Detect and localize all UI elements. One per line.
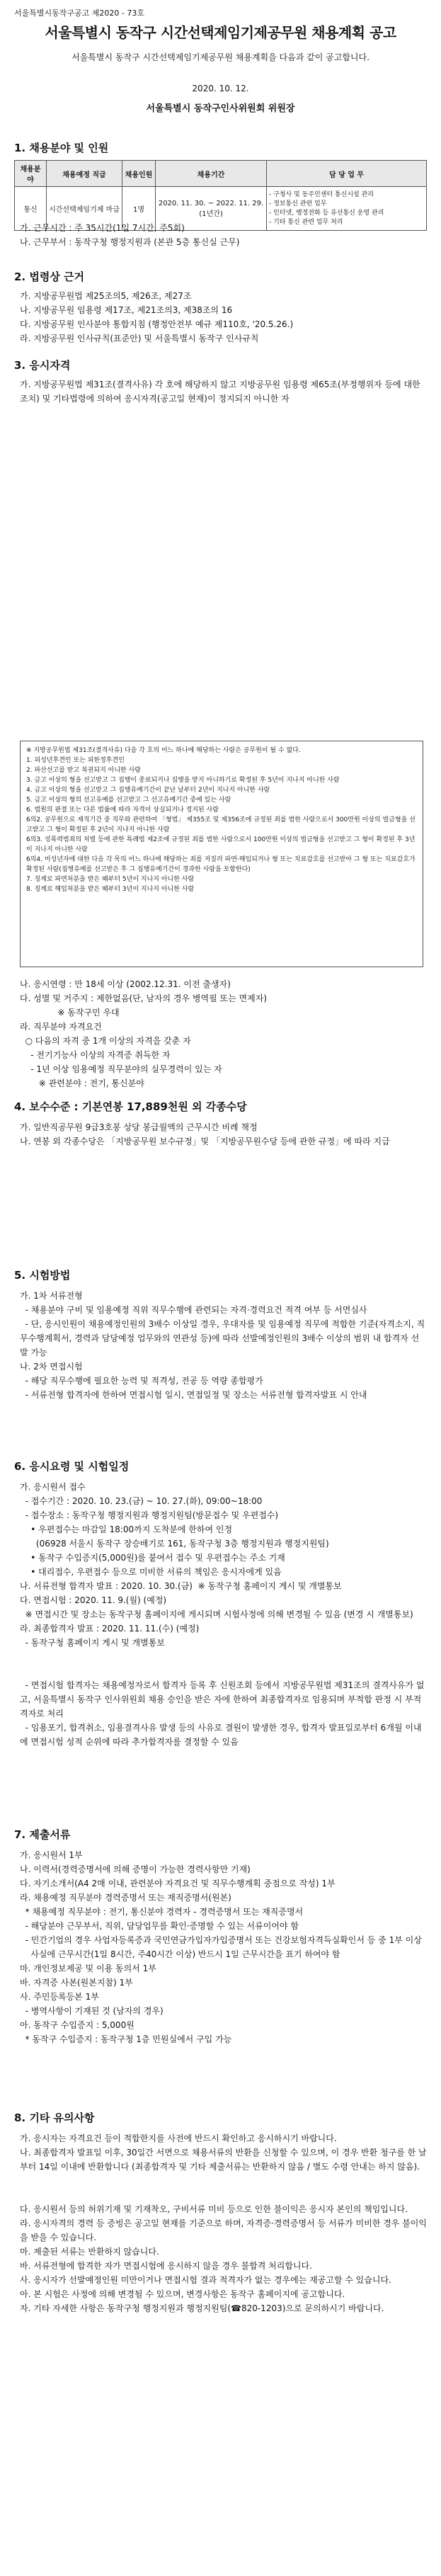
- text-line: - 단, 응시인원이 채용예정인원의 3배수 이상일 경우, 우대자를 및 임용예정 직무에 적합한 기준(자격소지, 직무수행계획서, 경력과 담당예정 업무와의 연관성 등)에 따라 선발예정인원의 3배수 이상의 범위 내 합격자 선발 가능: [20, 1319, 425, 1357]
- text-line: 마. 개인정보제공 및 이용 동의서 1부: [20, 1964, 156, 1973]
- text-line: - 민간기업의 경우 사업자등록증과 국민연금가입자가입증명서 또는 건강보험자격득실확인서 등 중 1부 이상: [20, 1935, 422, 1945]
- text-line: 사. 주민등록등본 1부: [20, 1992, 99, 2002]
- text-line: - 1년 이상 임용예정 직무분야의 실무경력이 있는 자: [20, 1064, 222, 1074]
- text-line: 가. 일반직공무원 9급3호봉 상당 봉급월액의 근무시간 비례 책정: [20, 1122, 258, 1132]
- text-line: • 동작구 수입증지(5,000원)를 붙여서 접수 및 우편접수는 주소 기재: [20, 1553, 285, 1563]
- section-4-heading: 4. 보수수준 : 기본연봉 17,889천원 외 각종수당: [14, 1100, 247, 1113]
- text-line: 라. 응시자격의 경력 등 증빙은 공고일 현재를 기준으로 하며, 자격증·경력증명서 등 서류가 미비한 경우 불이익을 받을 수 있습니다.: [20, 2218, 427, 2242]
- text-line: 나. 연봉 외 각종수당은 「지방공무원 보수규정」및 「지방공무원수당 등에 관한 규정」에 따라 지급: [20, 1136, 390, 1146]
- text-line: 나. 서류전형 합격자 발표 : 2020. 10. 30.(금) ※ 동작구청 홈페이지 게시 및 개별통보: [20, 1581, 342, 1591]
- section-7-list: [20, 1848, 427, 2046]
- section-3-heading: 3. 응시자격: [14, 359, 71, 372]
- text-line: - 전기기능사 이상의 자격증 취득한 자: [20, 1050, 171, 1060]
- section-4-list: [20, 1120, 427, 1149]
- section-5-list: [20, 1289, 427, 1402]
- text-line: - 해당분야 근무부서, 직위, 담당업무를 확인·증명할 수 있는 서류이어야 함: [20, 1921, 299, 1931]
- col-header: 채용예정 직급: [47, 161, 122, 187]
- text-line: 가. 응시자는 자격요건 등이 적합한지를 사전에 반드시 확인하고 응시하시기 바랍니다.: [20, 2133, 337, 2143]
- text-line: * 동작구 수입증지 : 동작구청 1층 민원실에서 구입 가능: [20, 2034, 232, 2044]
- section-3-list: [20, 377, 427, 406]
- text-line: 다. 성별 및 거주지 : 제한없음(단, 남자의 경우 병역필 또는 면제자): [20, 993, 267, 1003]
- text-line: 나. 근무부서 : 동작구청 행정지원과 (본관 5층 통신실 근무): [20, 237, 240, 247]
- intro-text: 서울특별시 동작구 시간선택제임기제공무원 채용계획을 다음과 같이 공고합니다.: [71, 52, 370, 62]
- text-line: [20, 1650, 427, 1664]
- section-1-list: [20, 221, 427, 249]
- text-line: 다. 자기소개서(A4 2매 이내, 관련분야 자격요건 및 직무수행계획 중점으로 작성) 1부: [20, 1879, 336, 1888]
- text-line: 아. 동작구 수입증지 : 5,000원: [20, 2020, 134, 2030]
- text-line: 라. 최종합격자 발표 : 2020. 11. 11.(수) (예정): [20, 1624, 200, 1634]
- disqualification-box: ※ 지방공무원법 제31조(결격사유) 다음 각 호의 어느 하나에 해당하는 사람은 공무원이 될 수 없다. 1. 피성년후견인 또는 피한정후견인 2. 파산선고를 받고 복권되지 아니한 사람 3. 금고 이상의 형을 선고받고 그 집행이 종료되거나 집행을 받지 아니하기로 확정된 후 5년이 지나지 아니한 사람 4. 금고 이상의 형을 선고받고 그 집행유예기간이 끝난 날부터 2년이 지나지 아니한 사람 5. 금고 이상의 형의 선고유예를 선고받고 그 선고유예기간 중에 있는 사람 6. 법원의 판결 또는 다른 법률에 따라 자격이 상실되거나 정지된 사람 6의2. 공무원으로 재직기간 중 직무와 관련하여 「형법」 제355조 및 제356조에 규정된 죄를 범한 사람으로서 300만원 이상의 벌금형을 선고받고 그 형이 확정된 후 2년이 지나지 아니한 사람 6의3. 성폭력범죄의 처벌 등에 관한 특례법 제2조에 규정된 죄를 범한 사람으로서 100만원 이상의 벌금형을 선고받고 그 형이 확정된 후 3년이 지나지 아니한 사람 6의4. 미성년자에 대한 다음 각 목의 어느 하나에 해당하는 죄를 저질러 파면·해임되거나 형 또는 치료감호를 선고받아 그 형 또는 치료감호가 확정된 사람(집행유예를 선고받은 후 그 집행유예기간이 경과한 사람을 포함한다) 7. 징계로 파면처분을 받은 때부터 5년이 지나지 아니한 사람 8. 징계로 해임처분을 받은 때부터 3년이 지나지 아니한 사람: [20, 741, 423, 967]
- text-line: 가. 지방공무원법 제25조의5, 제26조, 제27조: [20, 291, 192, 301]
- col-header: 채용분야: [15, 161, 47, 187]
- text-line: - 면접시험 합격자는 채용예정자로서 합격자 등록 후 신원조회 등에서 지방공무원법 제31조의 결격사유가 없고, 서울특별시 동작구 인사위원회 채용 승인을 받은 자에 한하여 최종합격자로 임용되며 부적합 판정 시 부적격자로 처리: [20, 1680, 425, 1719]
- text-line: - 접수장소 : 동작구청 행정지원과 행정지원팀(방문접수 및 우편접수): [20, 1510, 279, 1520]
- section-7-heading: 7. 제출서류: [14, 1828, 71, 1841]
- text-line: 다. 면접시험 : 2020. 11. 9.(월) (예정): [20, 1595, 167, 1605]
- text-line: 나. 최종합격자 발표일 이후, 30일간 서면으로 채용서류의 반환을 신청할 수 있으며, 이 경우 반환 청구를 한 날부터 14일 이내에 반환합니다 (최종합격자 및 기타 제출서류는 반환하지 않음 / 별도 수령 안내는 하지 않음).: [20, 2148, 427, 2172]
- text-line: 나. 응시연령 : 만 18세 이상 (2002.12.31. 이전 출생자): [20, 979, 231, 989]
- table-cell: 시간선택제임기제 마급: [47, 187, 122, 231]
- text-line: - 해당 직무수행에 필요한 능력 및 적격성, 전공 등 역량 종합평가: [20, 1376, 263, 1386]
- section-6-heading: 6. 응시요령 및 시험일정: [14, 1460, 130, 1473]
- text-line: ○ 다음의 자격 중 1개 이상의 자격을 갖춘 자: [20, 1036, 191, 1046]
- text-line: - 서류전형 합격자에 한하여 면접시험 일시, 면접일정 및 장소는 서류전형 합격자발표 시 안내: [20, 1390, 367, 1400]
- col-header: 채용기간: [156, 161, 267, 187]
- text-line: - 동작구청 홈페이지 게시 및 개별통보: [20, 1638, 165, 1648]
- text-line: 자. 기타 자세한 사항은 동작구청 행정지원과 행정지원팀(☎820-1203)으로 문의하시기 바랍니다.: [20, 2303, 384, 2313]
- table-cell: - 구청사 및 동주민센터 통신시설 관리 - 정보통신 관련 업무 - 인터넷, 행정전화 등 유선통신 운영 관리 - 기타 통신 관련 업무 처리: [267, 187, 427, 231]
- table-cell: 2020. 11. 30. ~ 2022. 11. 29. (1년간): [156, 187, 267, 231]
- table-cell: 1명: [122, 187, 156, 231]
- text-line: 가. 근무시간 : 주 35시간(1일 7시간, 주5회): [20, 223, 185, 233]
- text-line: 라. 지방공무원 인사규칙(표준안) 및 서울특별시 동작구 인사규칙: [20, 334, 259, 343]
- notice-date: 2020. 10. 12.: [192, 84, 249, 93]
- text-line: 다. 응시원서 등의 허위기재 및 기재착오, 구비서류 미비 등으로 인한 불이익은 응시자 본인의 책임입니다.: [20, 2204, 408, 2214]
- section-8-list: [20, 2131, 427, 2315]
- section-8-heading: 8. 기타 유의사항: [14, 2111, 95, 2124]
- issuing-org: 서울특별시 동작구인사위원회 위원장: [146, 103, 295, 114]
- text-line: 바. 자격증 사본(원본지참) 1부: [20, 1978, 133, 1988]
- text-line: * 채용예정 직무분야 : 전기, 통신분야 경력자 - 경력증명서 또는 재직증명서: [20, 1907, 304, 1917]
- text-line: - 임용포기, 합격취소, 임용결격사유 발생 등의 사유로 결원이 발생한 경우, 합격자 발표일로부터 6개월 이내에 면접시험 성적 순위에 따라 추가합격자를 결정할 수 있음: [20, 1723, 422, 1747]
- text-line: 마. 제출된 서류는 반환하지 않습니다.: [20, 2247, 159, 2257]
- text-line: [20, 1664, 427, 1678]
- text-line: [20, 2188, 427, 2202]
- text-line: 라. 채용예정 직무분야 경력증명서 또는 재직증명서(원본): [20, 1893, 231, 1903]
- text-line: 아. 본 시험은 사정에 의해 변경될 수 있으며, 변경사항은 동작구 홈페이지에 공고합니다.: [20, 2289, 345, 2299]
- text-line: 나. 이력서(경력증명서에 의해 증명이 가능한 경력사항만 기재): [20, 1864, 251, 1874]
- text-line: 나. 지방공무원 임용령 제17조, 제21조의3, 제38조의 16: [20, 305, 233, 315]
- text-line: - 병역사항이 기재된 것 (남자의 경우): [20, 2006, 164, 2016]
- text-line: (06928 서울시 동작구 장승배기로 161, 동작구청 3층 행정지원과 행정지원팀): [20, 1539, 329, 1549]
- text-line: - 채용분야 구비 및 임용예정 직위 직무수행에 관련되는 자격·경력요건 적격 여부 등 서면심사: [20, 1305, 367, 1315]
- col-header: 담 당 업 무: [267, 161, 427, 187]
- text-line: ※ 동작구민 우대: [20, 1008, 120, 1018]
- section-6-list: [20, 1480, 427, 1749]
- positions-table: [14, 160, 427, 231]
- text-line: ※ 면접시간 및 장소는 동작구청 홈페이지에 게시되며 시험사정에 의해 변경될 수 있음 (변경 시 개별통보): [20, 1609, 413, 1619]
- section-1-heading: 1. 채용분야 및 인원: [14, 142, 109, 154]
- text-line: 바. 서류전형에 합격한 자가 면접시험에 응시하지 않을 경우 불합격 처리합니다.: [20, 2261, 312, 2271]
- text-line: 다. 지방공무원 인사분야 통합지침 (행정안전부 예규 제110호, '20.5.26.): [20, 319, 294, 329]
- text-line: 가. 지방공무원법 제31조(결격사유) 각 호에 해당하지 않고 지방공무원 임용령 제65조(부정행위자 등에 대한 조치) 및 기타법령에 의하여 응시자격(공고일 현재)이 정지되지 아니한 자: [20, 380, 423, 404]
- text-line: 사. 응시자가 선발예정인원 미만이거나 면접시험 결과 적격자가 없는 경우에는 재공고할 수 있습니다.: [20, 2275, 391, 2285]
- notice-number: 서울특별시동작구공고 제2020 - 73호: [14, 8, 144, 18]
- text-line: ※ 관련분야 : 전기, 통신분야: [20, 1078, 144, 1088]
- section-3-list-2: [20, 977, 427, 1090]
- text-line: 사실에 근무시간(1일 8시간, 주40시간 이상) 반드시 1일 근무시간을 표기 하여야 함: [20, 1949, 340, 1959]
- section-2-heading: 2. 법령상 근거: [14, 270, 85, 283]
- text-line: 나. 2차 면접시험: [20, 1362, 83, 1372]
- page-title: 서울특별시 동작구 시간선택제임기제공무원 채용계획 공고: [45, 24, 396, 41]
- text-line: 가. 응시원서 1부: [20, 1850, 83, 1860]
- text-line: [20, 2174, 427, 2188]
- text-line: • 우편접수는 마감일 18:00까지 도착분에 한하여 인정: [20, 1524, 233, 1534]
- section-5-heading: 5. 시험방법: [14, 1269, 71, 1282]
- section-2-list: [20, 289, 427, 346]
- col-header: 채용인원: [122, 161, 156, 187]
- text-line: - 접수기간 : 2020. 10. 23.(금) ~ 10. 27.(화), 09:00~18:00: [20, 1496, 263, 1506]
- table-cell: 통신: [15, 187, 47, 231]
- text-line: 라. 직무분야 자격요건: [20, 1022, 102, 1032]
- text-line: 가. 응시원서 접수: [20, 1482, 86, 1492]
- text-line: • 대리접수, 우편접수 등으로 미비한 서류의 책임은 응시자에게 있음: [20, 1567, 282, 1577]
- text-line: 가. 1차 서류전형: [20, 1291, 83, 1301]
